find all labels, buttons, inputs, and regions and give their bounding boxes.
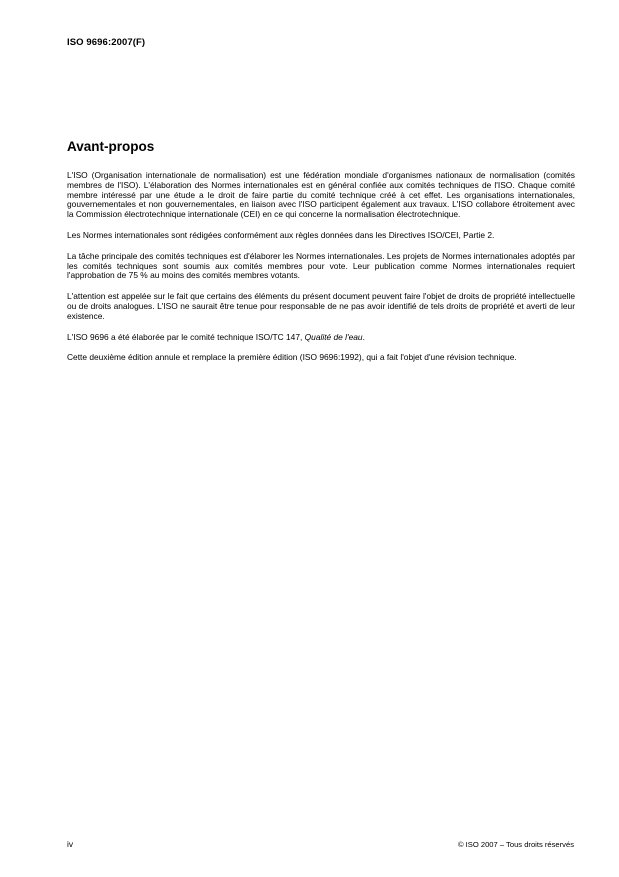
body-text [67,171,575,374]
committee-title: Qualité de l'eau [304,331,363,342]
prepared-by-suffix: . [362,331,365,342]
copyright-notice: © ISO 2007 – Tous droits réservés [457,840,574,849]
paragraph-directives: Les Normes internationales sont rédigées conformément aux règles données dans les Directives ISO/CEI, Partie 2. [67,229,495,240]
paragraph-edition-note: Cette deuxième édition annule et remplace la première édition (ISO 9696:1992), qui a fait l'objet d'une révision technique. [67,352,517,363]
paragraph-technical-committees: La tâche principale des comités techniques est d'élaborer les Normes internationales. Les projets de Normes internationales adoptés par les comités techniques sont soumis aux comités membres pour vote. Leur publication comme Normes internationales requiert l'approbation de 75 % au moins des comités membres votants. [67,250,575,281]
document-id: ISO 9696:2007(F) [67,37,146,48]
paragraph-patent-rights: L'attention est appelée sur le fait que certains des éléments du présent document peuvent faire l'objet de droits de propriété intellectuelle ou de droits analogues. L'ISO ne saurait être tenue pour responsable de ne pas avoir identifié de tels droits de propriété et averti de leur existence. [67,291,575,321]
section-title: Avant-propos [67,139,155,154]
paragraph-prepared-by [67,333,575,343]
page-number: iv [67,839,74,849]
paragraph-iso-overview: L'ISO (Organisation internationale de normalisation) est une fédération mondiale d'organismes nationaux de normalisation (comités membres de l'ISO). L'élaboration des Normes internationales est en général confiée aux comités techniques de l'ISO. Chaque comité membre intéressé par une étude a le droit de faire partie du comité technique créé à cet effet. Les organisations internationales, gouvernementales et non gouvernementales, en liaison avec l'ISO participent également aux travaux. L'ISO collabore étroitement avec la Commission électrotechnique internationale (CEI) en ce qui concerne la normalisation électrotechnique. [67,170,575,220]
prepared-by-prefix: L'ISO 9696 a été élaborée par le comité technique ISO/TC 147, [67,331,305,342]
